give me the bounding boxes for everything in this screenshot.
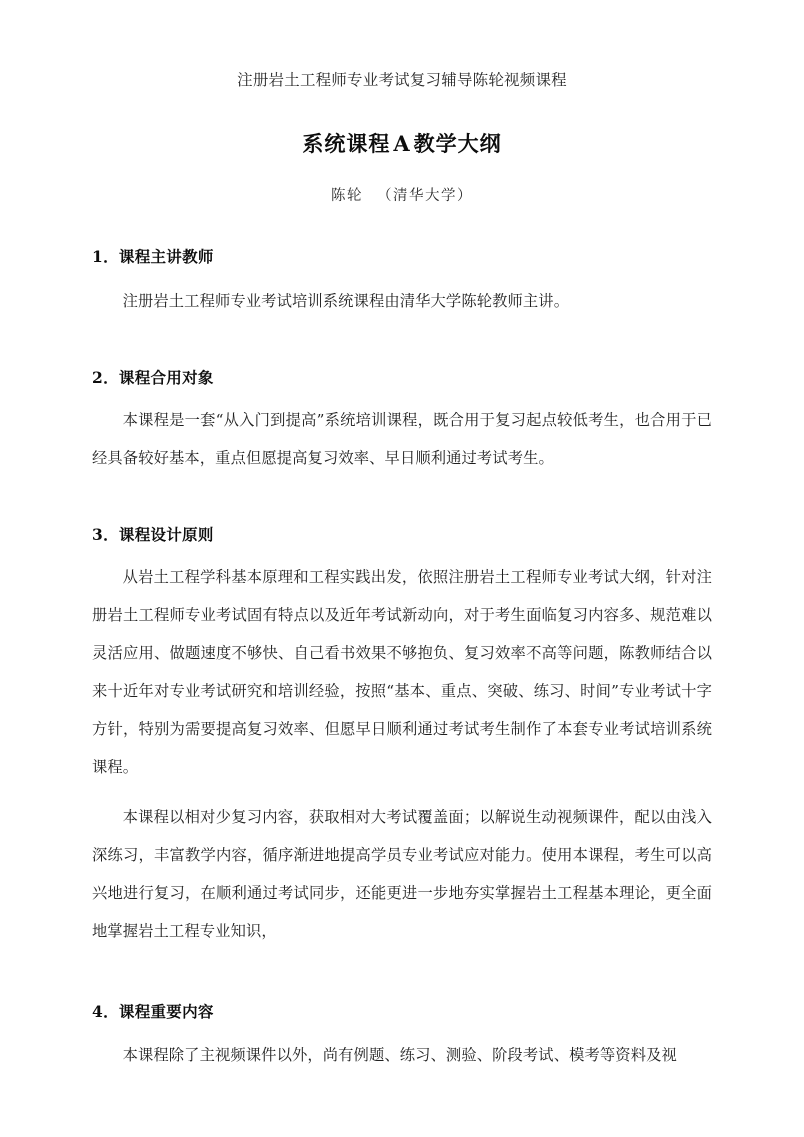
section-paragraph: 注册岩土工程师专业考试培训系统课程由清华大学陈轮教师主讲。 [122, 291, 570, 310]
title-suffix: 教学大纲 [413, 130, 502, 156]
running-header: 注册岩土工程师专业考试复习辅导陈轮视频课程 [237, 71, 567, 89]
section-number-1: 1 ． [92, 247, 119, 266]
title-prefix: 系统课程 [302, 130, 391, 156]
section-paragraph: 本课程是一套“从入门到提高”系统培训课程，既合用于复习起点较低考生，也合用于已经具备较好基本，重点但愿提高复习效率、早日顺利通过考试考生。 [92, 411, 712, 468]
title-course-letter: A [393, 130, 411, 156]
section-paragraph: 从岩土工程学科基本原理和工程实践出发，依照注册岩土工程师专业考试大纲，针对注册岩土工程师专业考试固有特点以及近年考试新动向，对于考生面临复习内容多、规范难以灵活应用、做题速度不够快、自己看书效果不够抱负、复习效率不高等问题，陈教师结合以来十近年对专业考试研究和培训经验，按照“基本、重点、突破、练习、时间”专业考试十字方针，特别为需要提高复习效率、但愿早日顺利通过考试考生制作了本套专业考试培训系统课程。 [92, 568, 712, 777]
section-title-2: 课程合用对象 [118, 367, 214, 387]
author-name: 陈轮 [331, 187, 363, 204]
section-heading-2 [92, 366, 712, 389]
section-title-1: 课程主讲教师 [118, 246, 214, 266]
section-number-4: 4 ． [92, 1002, 119, 1021]
section-title-3: 课程设计原则 [118, 525, 214, 545]
author-line [92, 184, 712, 205]
page-title [92, 128, 712, 158]
section-number-2: 2 ． [92, 368, 119, 387]
section-paragraph: 本课程以相对少复习内容，获取相对大考试覆盖面；以解说生动视频课件，配以由浅入深练习，丰富教学内容，循序渐进地提高学员专业考试应对能力。使用本课程，考生可以高兴地进行复习，在顺利通过考试同步，还能更进一步地夯实掌握岩土工程基本理论，更全面地掌握岩土工程专业知识， [92, 808, 712, 941]
section-design-principles [92, 523, 712, 950]
section-heading-4 [92, 1000, 712, 1023]
section-number-3: 3 ． [92, 525, 119, 544]
section-target-audience [92, 366, 712, 477]
section-paragraph: 本课程除了主视频课件以外，尚有例题、练习、测验、阶段考试、模考等资料及视 [122, 1045, 677, 1064]
author-affiliation: （清华大学） [377, 187, 473, 204]
section-key-contents [92, 1000, 712, 1073]
section-heading-3 [92, 523, 712, 546]
section-heading-1 [92, 245, 712, 268]
section-title-4: 课程重要内容 [118, 1002, 214, 1022]
section-course-instructor [92, 245, 712, 320]
